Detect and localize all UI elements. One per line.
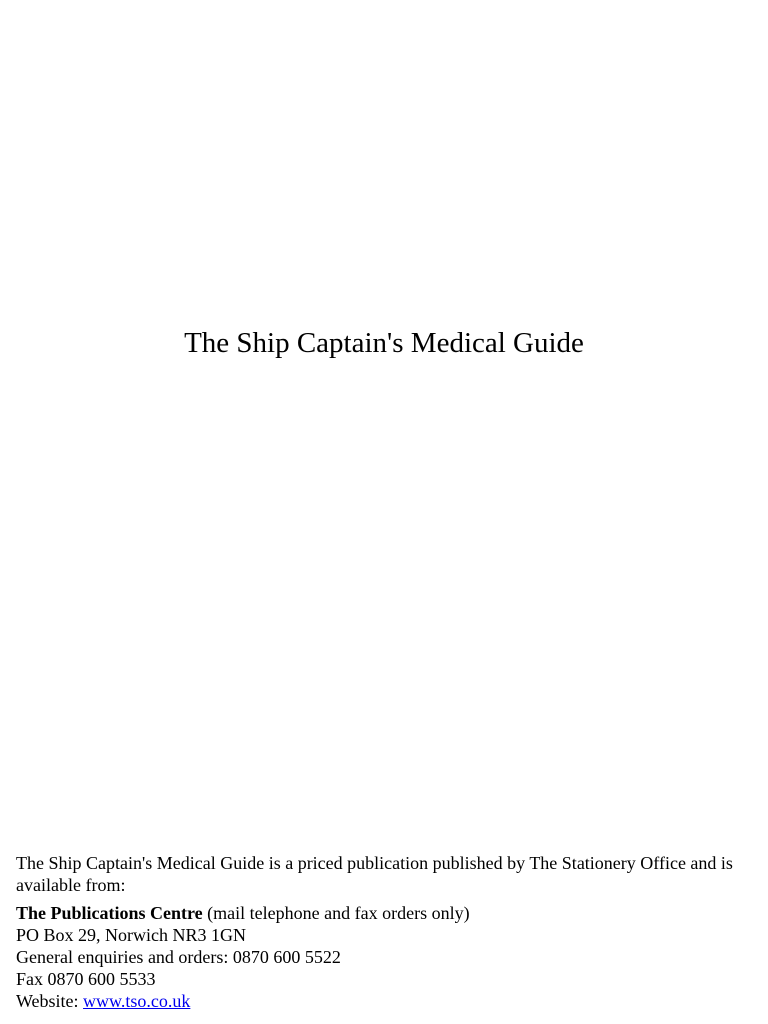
publisher-name: The Publications Centre <box>16 903 203 923</box>
publisher-enquiries: General enquiries and orders: 0870 600 5522 <box>16 947 341 967</box>
publisher-name-note: (mail telephone and fax orders only) <box>202 903 470 923</box>
publisher-fax: Fax 0870 600 5533 <box>16 969 156 989</box>
publisher-address: PO Box 29, Norwich NR3 1GN <box>16 925 247 945</box>
page-title: The Ship Captain's Medical Guide <box>184 327 584 359</box>
website-link[interactable]: www.tso.co.uk <box>83 991 191 1011</box>
publisher-name-line <box>16 902 756 924</box>
availability-notice <box>16 852 756 1012</box>
publisher-website-line <box>16 990 756 1012</box>
website-label: Website: <box>16 991 84 1011</box>
availability-intro: The Ship Captain's Medical Guide is a priced publication published by The Stationery Office and is available from: <box>16 853 733 895</box>
